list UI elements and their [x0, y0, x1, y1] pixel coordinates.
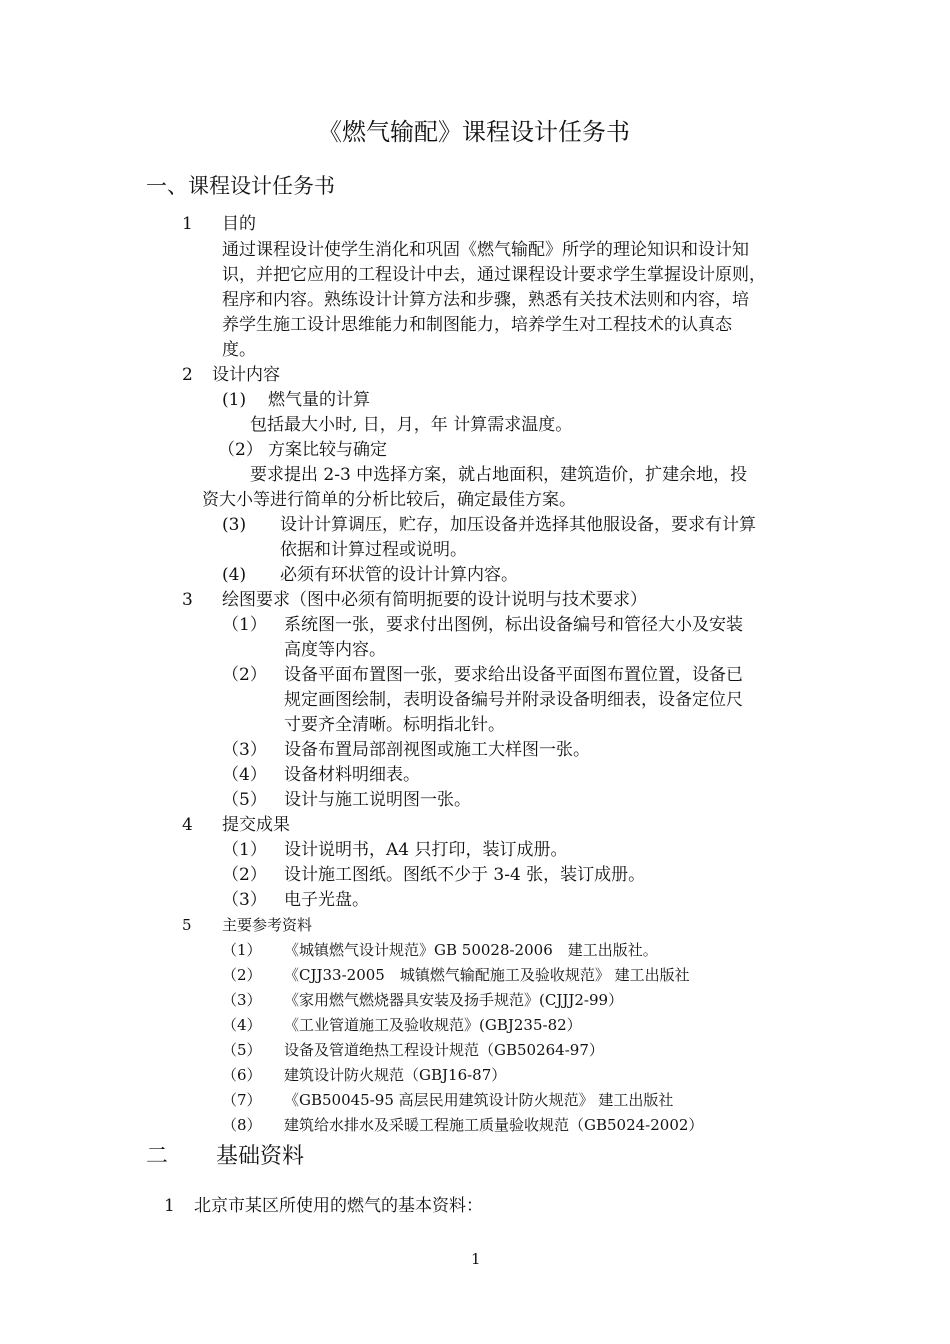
- item-2-sub-1-text: 包括最大小时, 日，月，年 计算需求温度。: [250, 415, 573, 435]
- reference-number: （4）: [222, 1016, 262, 1034]
- section-2-heading: 基础资料: [216, 1144, 305, 1169]
- item-2-sub-3-number: (3): [222, 515, 247, 535]
- item-3-sub-number: （2）: [222, 665, 267, 685]
- item-2-sub-1-title: 燃气量的计算: [268, 390, 370, 410]
- item-2-title: 设计内容: [212, 365, 280, 385]
- reference-number: （1）: [222, 941, 262, 959]
- item-2-sub-1-number: (1): [222, 390, 247, 410]
- item-1-line: 通过课程设计使学生消化和巩固《燃气输配》所学的理论知识和设计知: [222, 240, 749, 260]
- item-4-title: 提交成果: [222, 815, 290, 835]
- item-3-sub-line: 系统图一张，要求付出图例，标出设备编号和管径大小及安装: [284, 615, 743, 635]
- item-5-title: 主要参考资料: [222, 916, 313, 934]
- item-4-sub-number: （1）: [222, 840, 267, 860]
- item-4-sub-number: （3）: [222, 890, 267, 910]
- reference-number: （5）: [222, 1041, 262, 1059]
- reference-number: （2）: [222, 966, 262, 984]
- item-4-number: 4: [182, 815, 193, 835]
- item-3-sub-line: 寸要齐全清晰。标明指北针。: [284, 715, 505, 735]
- reference-number: （7）: [222, 1091, 262, 1109]
- reference-text: 建筑给水排水及采暖工程施工质量验收规范（GB5024-2002）: [284, 1116, 704, 1134]
- reference-text: 设备及管道绝热工程设计规范（GB50264-97）: [284, 1041, 604, 1059]
- reference-text: 《GB50045-95 高层民用建筑设计防火规范》 建工出版社: [284, 1091, 674, 1109]
- document-title: 《燃气输配》课程设计任务书: [318, 118, 630, 146]
- item-1-line: 程序和内容。熟练设计计算方法和步骤，熟悉有关技术法则和内容，培: [222, 290, 749, 310]
- item-4-sub-text: 设计施工图纸。图纸不少于 3-4 张，装订成册。: [284, 865, 646, 885]
- section-2-item-1-number: 1: [164, 1196, 175, 1216]
- reference-text: 《工业管道施工及验收规范》(GBJ235-82）: [284, 1016, 582, 1034]
- item-4-sub-number: （2）: [222, 865, 267, 885]
- item-2-sub-3-line: 依据和计算过程或说明。: [280, 540, 467, 560]
- item-2-sub-2-number: （2）: [218, 440, 263, 460]
- item-2-sub-4-number: (4): [222, 565, 247, 585]
- item-2-sub-3-line: 设计计算调压，贮存，加压设备并选择其他服设备，要求有计算: [280, 515, 756, 535]
- reference-text: 《家用燃气燃烧器具安装及扬手规范》(CJJJ2-99）: [284, 991, 624, 1009]
- item-3-sub-line: 规定画图绘制，表明设备编号并附录设备明细表，设备定位尺: [284, 690, 743, 710]
- item-2-sub-2-line: 资大小等进行简单的分析比较后，确定最佳方案。: [202, 490, 576, 510]
- reference-text: 《CJJ33-2005 城镇燃气输配施工及验收规范》 建工出版社: [284, 966, 690, 984]
- item-5-number: 5: [182, 916, 192, 934]
- reference-text: 建筑设计防火规范（GBJ16-87）: [284, 1066, 507, 1084]
- item-3-sub-line: 设计与施工说明图一张。: [284, 790, 471, 810]
- item-1-title: 目的: [222, 214, 256, 234]
- item-4-sub-text: 设计说明书，A4 只打印，装订成册。: [284, 840, 568, 860]
- item-3-number: 3: [182, 590, 193, 610]
- item-2-sub-2-line: 要求提出 2-3 中选择方案，就占地面积，建筑造价，扩建余地，投: [250, 465, 748, 485]
- section-2-item-1-text: 北京市某区所使用的燃气的基本资料：: [194, 1196, 483, 1216]
- section-1-heading: 一、课程设计任务书: [146, 174, 335, 198]
- item-2-sub-2-title: 方案比较与确定: [268, 440, 387, 460]
- item-3-sub-number: （5）: [222, 790, 267, 810]
- reference-number: （3）: [222, 991, 262, 1009]
- item-3-sub-number: （4）: [222, 765, 267, 785]
- item-3-sub-line: 设备材料明细表。: [284, 765, 420, 785]
- section-2-number: 二: [146, 1144, 169, 1169]
- item-2-sub-4-text: 必须有环状管的设计计算内容。: [280, 565, 518, 585]
- item-3-title: 绘图要求（图中必须有简明扼要的设计说明与技术要求）: [222, 590, 647, 610]
- reference-text: 《城镇燃气设计规范》GB 50028-2006 建工出版社。: [284, 941, 658, 959]
- reference-number: （8）: [222, 1116, 262, 1134]
- item-1-line: 识，并把它应用的工程设计中去，通过课程设计要求学生掌握设计原则，: [222, 265, 766, 285]
- item-3-sub-line: 高度等内容。: [284, 640, 386, 660]
- item-1-line: 养学生施工设计思维能力和制图能力，培养学生对工程技术的认真态: [222, 315, 732, 335]
- item-3-sub-number: （1）: [222, 615, 267, 635]
- item-3-sub-line: 设备布置局部剖视图或施工大样图一张。: [284, 740, 590, 760]
- item-4-sub-text: 电子光盘。: [284, 890, 369, 910]
- item-3-sub-number: （3）: [222, 740, 267, 760]
- item-2-number: 2: [182, 365, 193, 385]
- item-3-sub-line: 设备平面布置图一张，要求给出设备平面图布置位置，设备已: [284, 665, 743, 685]
- reference-number: （6）: [222, 1066, 262, 1084]
- item-1-line: 度。: [222, 340, 256, 360]
- item-1-number: 1: [182, 214, 193, 234]
- page-number: 1: [471, 1250, 481, 1268]
